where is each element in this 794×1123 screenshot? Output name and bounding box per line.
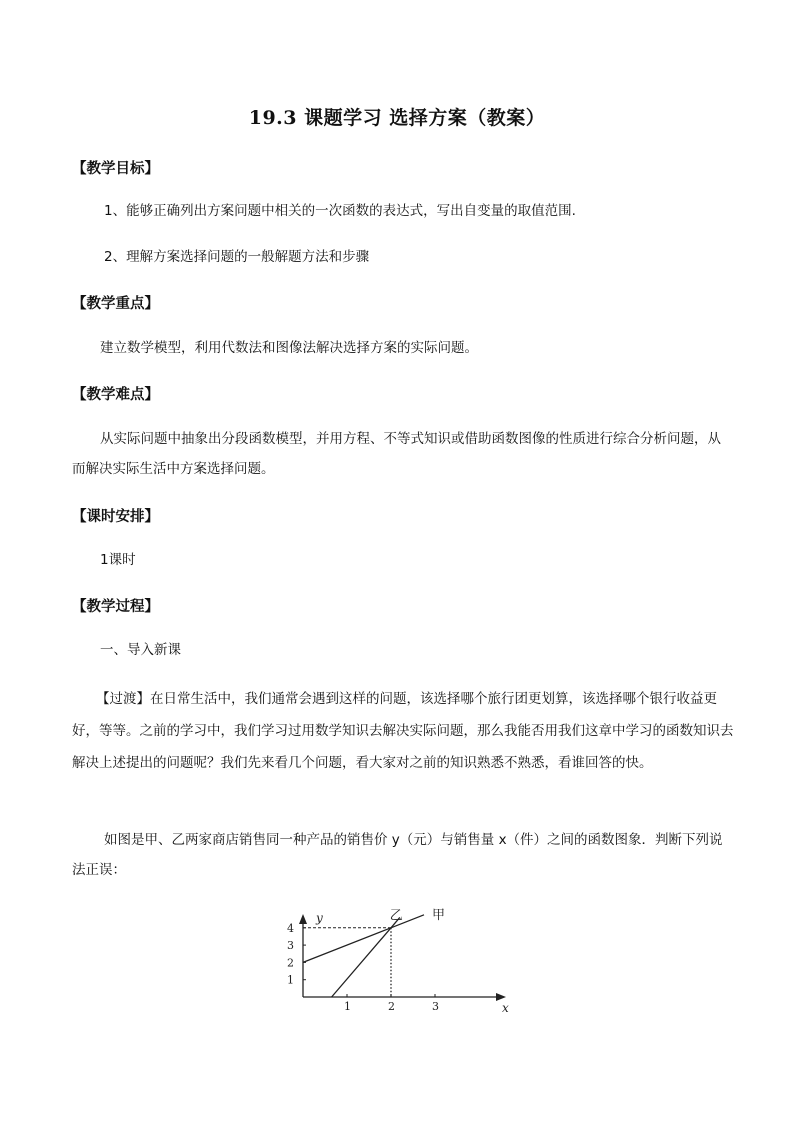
x-tick-label: 3 — [432, 1000, 439, 1013]
x-axis-label: x — [502, 1001, 509, 1015]
x-axis-arrow — [496, 993, 506, 1001]
series-label-1: 甲 — [432, 907, 446, 923]
y-tick-label: 2 — [287, 956, 294, 970]
y-tick-label: 4 — [287, 921, 294, 935]
schedule-text: 1课时 — [100, 552, 136, 568]
x-tick-label: 1 — [344, 1000, 351, 1013]
y-tick-label: 1 — [287, 973, 294, 987]
schedule-heading: 【课时安排】 — [72, 509, 159, 525]
question-paragraph: 如图是甲、乙两家商店销售同一种产品的销售价 y（元）与销售量 x（件）之间的函数图象．判断下列说法正误： — [72, 832, 723, 878]
process-heading: 【教学过程】 — [72, 599, 159, 615]
y-axis-arrow — [299, 914, 307, 924]
objective-2: 2、理解方案选择问题的一般解题方法和步骤 — [104, 249, 370, 265]
transition-paragraph: 【过渡】在日常生活中，我们通常会遇到这样的问题，该选择哪个旅行团更划算，该选择哪个银行收益更好，等等。之前的学习中，我们学习过用数学知识去解决实际问题，那么我能否用我们这章中学习的函数知识去解决上述提出的问题呢？我们先来看几个问题，看大家对之前的知识熟悉不熟悉，看谁回答的快。 — [72, 691, 734, 771]
process-step-1: 一、导入新课 — [100, 642, 181, 658]
function-graph — [268, 896, 518, 1021]
x-tick-label: 2 — [388, 1000, 395, 1013]
objective-1: 1、能够正确列出方案问题中相关的一次函数的表达式，写出自变量的取值范围. — [104, 203, 576, 219]
objectives-heading: 【教学目标】 — [72, 161, 159, 177]
difficulty-heading: 【教学难点】 — [72, 387, 159, 403]
y-tick-label: 3 — [287, 939, 294, 953]
key-points-heading: 【教学重点】 — [72, 296, 159, 312]
series-line-2 — [332, 917, 400, 997]
difficulty-text: 从实际问题中抽象出分段函数模型，并用方程、不等式知识或借助函数图像的性质进行综合分析问题，从而解决实际生活中方案选择问题。 — [72, 431, 721, 477]
key-points-text: 建立数学模型，利用代数法和图像法解决选择方案的实际问题。 — [100, 340, 478, 356]
y-axis-label: y — [316, 911, 323, 925]
series-label-2: 乙 — [389, 908, 403, 924]
page-title: 19.3 课题学习 选择方案（教案） — [248, 107, 546, 129]
